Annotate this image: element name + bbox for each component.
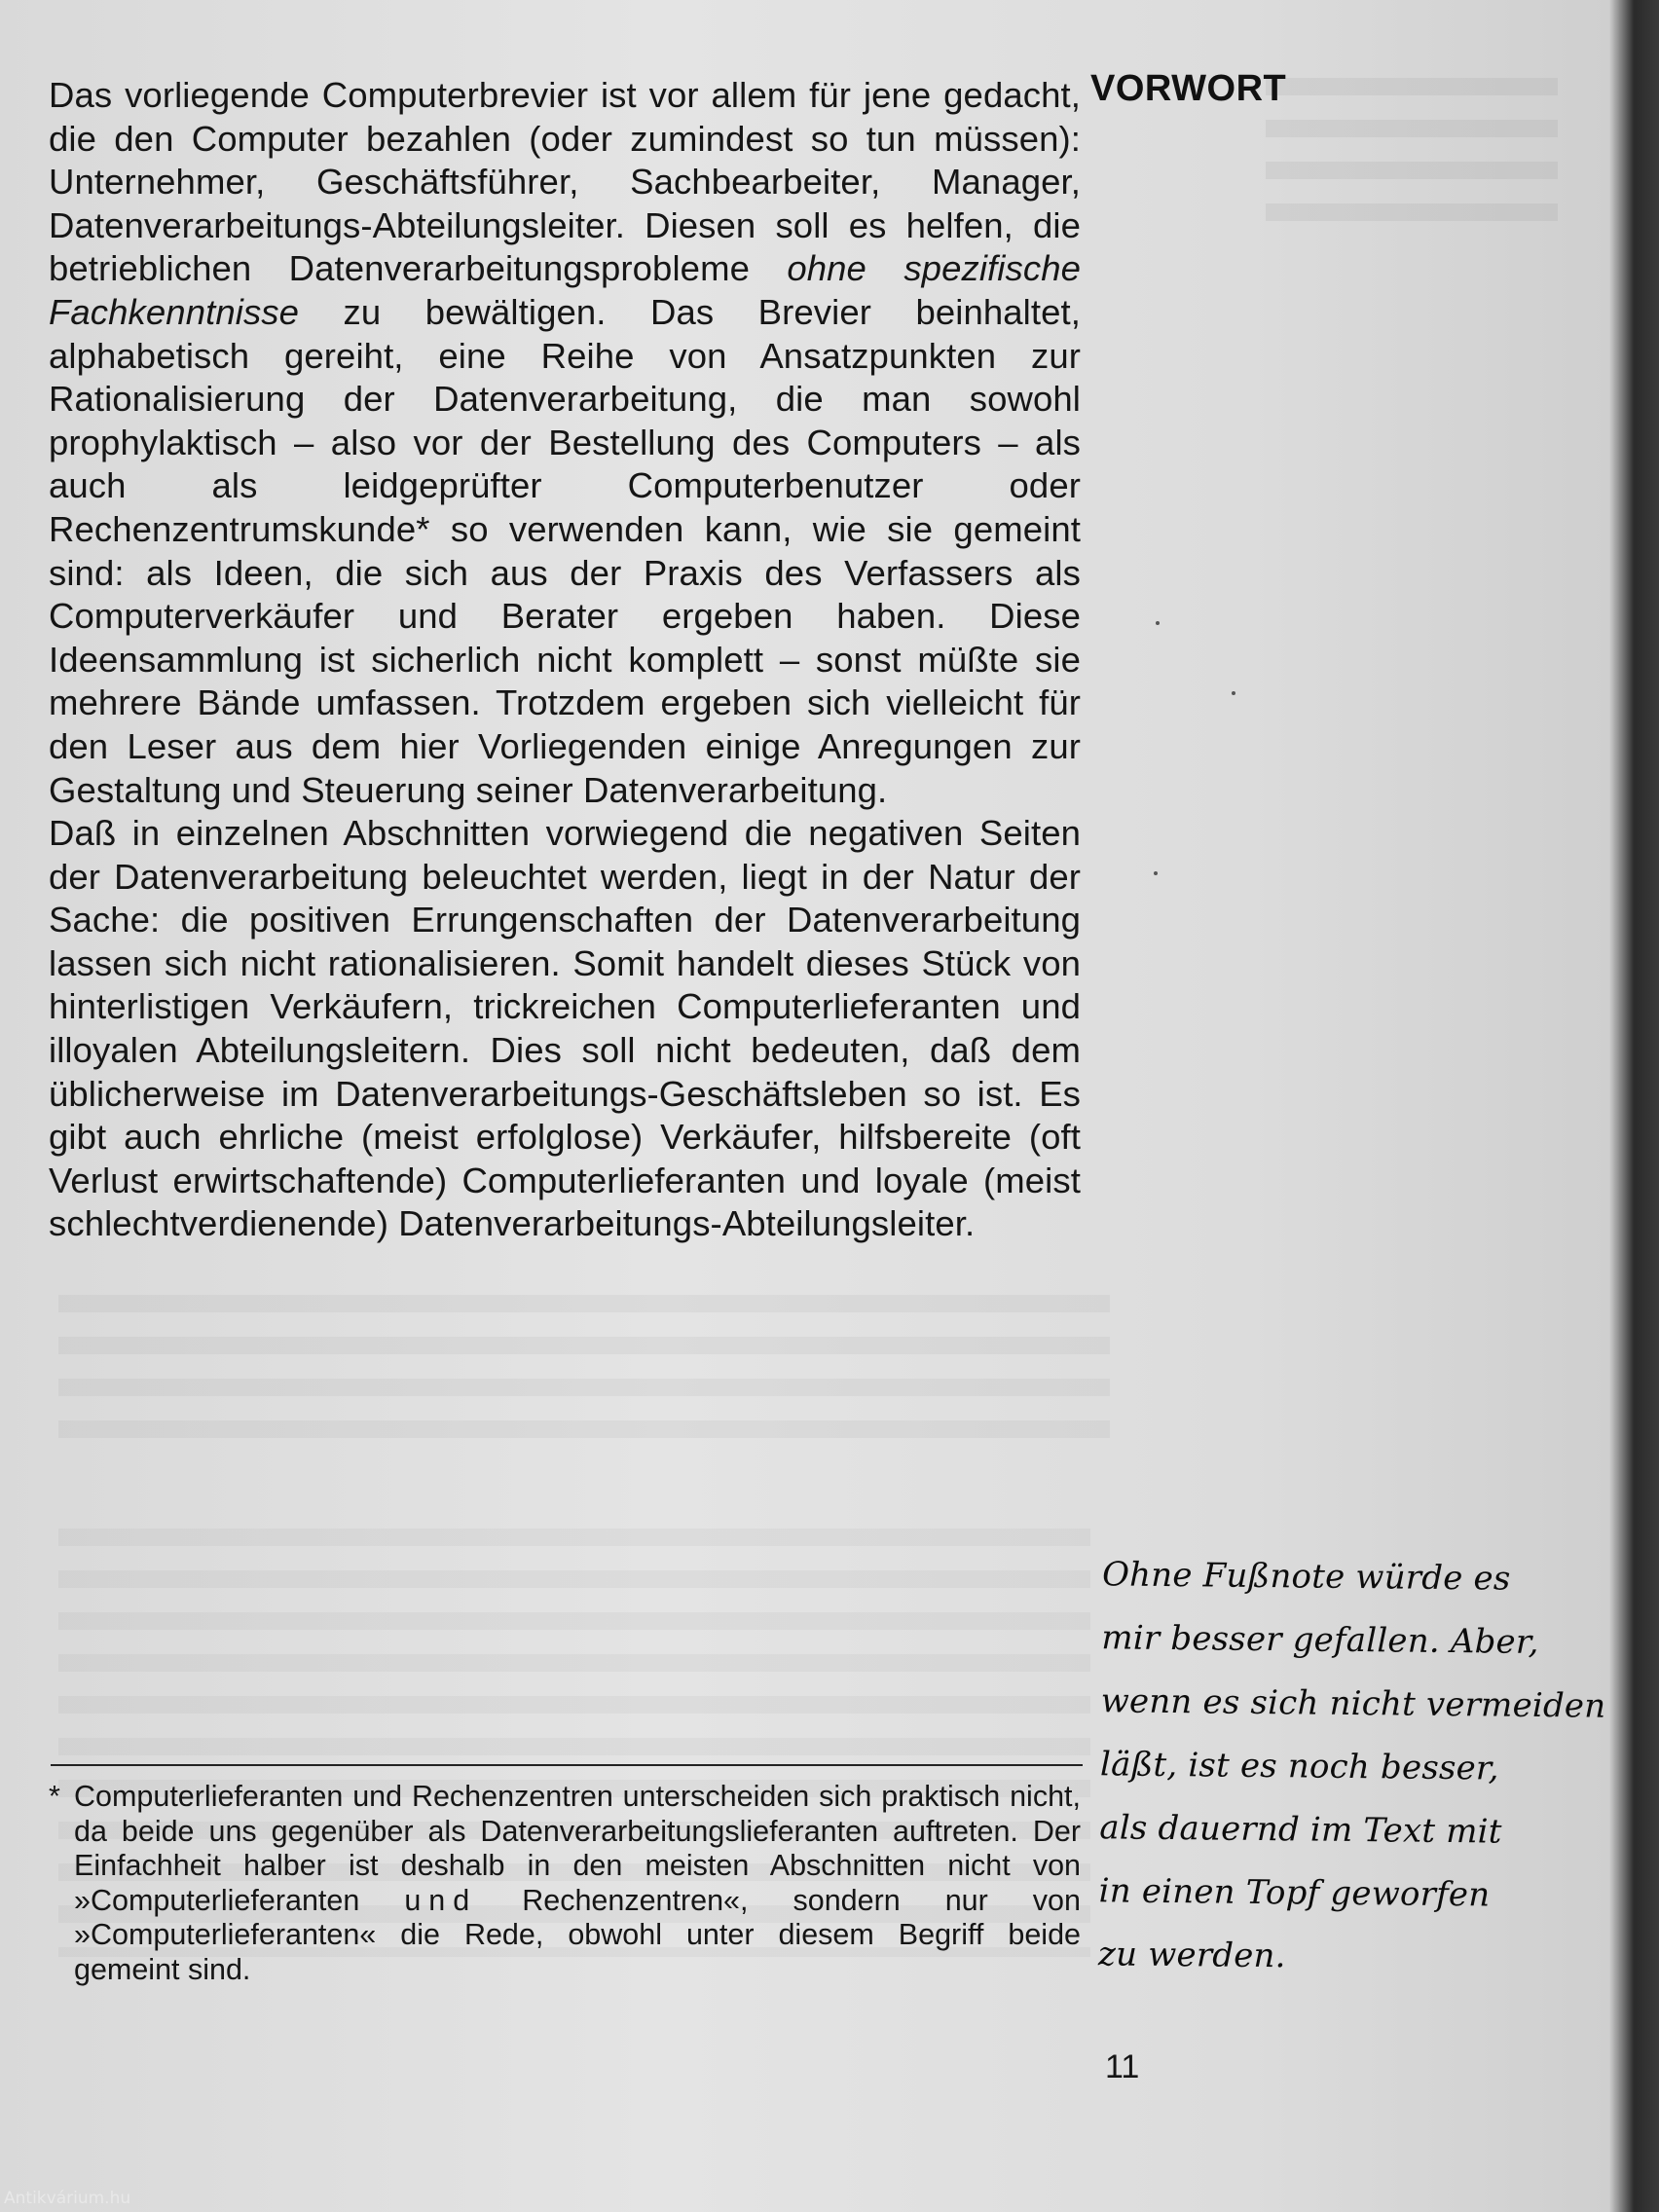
paper-speck — [1156, 621, 1160, 625]
footnote — [49, 1780, 1081, 1988]
handwritten-line: in einen Topf geworfen — [1098, 1871, 1491, 1915]
spaced-emphasis: und — [404, 1883, 478, 1917]
footnote-marker: * — [49, 1780, 60, 1813]
body-text — [49, 74, 1081, 1246]
handwritten-line: Ohne Fußnote würde es — [1101, 1555, 1511, 1599]
handwritten-line: als dauernd im Text mit — [1099, 1808, 1502, 1852]
handwritten-line: zu werden. — [1097, 1935, 1286, 1976]
paper-speck — [1232, 691, 1235, 695]
paragraph-text: Das vorliegende Computerbrevier ist vor allem für jene gedacht, die den Computer bezahlen (oder zumindest so tun müssen): Unternehmer, Geschäftsführer, Sachbearbeiter, Manager, Datenverarbeitungs-Abteilungsleiter. Diesen soll es helfen, die betrieblichen Datenverarbeitungsprobleme — [49, 75, 1081, 289]
paragraph — [49, 74, 1081, 812]
handwritten-line: läßt, ist es noch besser, — [1099, 1745, 1499, 1788]
page-number: 11 — [1105, 2048, 1140, 2085]
show-through-shadow — [58, 1295, 1110, 1460]
paragraph: Daß in einzelnen Abschnitten vorwiegend die negativen Seiten der Datenverarbeitung beleuchtet werden, liegt in der Natur der Sache: die positiven Errungenschaften der Datenverarbeitung lassen sich nicht rationalisieren. Somit handelt dieses Stück von hinterlistigen Verkäufern, trickreichen Computerlieferanten und illoyalen Abteilungsleitern. Dies soll nicht bedeuten, daß dem üblicherweise im Datenverarbeitungs-Geschäftsleben so ist. Es gibt auch ehrliche (meist erfolglose) Verkäufer, hilfsbereite (oft Verlust erwirtschaftende) Computerlieferanten und loyale (meist schlechtverdienende) Datenverarbeitungs-Abteilungsleiter. — [49, 813, 1081, 1244]
handwritten-line: wenn es sich nicht vermeiden — [1100, 1681, 1606, 1726]
emphasized-text: ohne spezifische Fachkenntnisse — [49, 248, 1081, 332]
paper-speck — [1154, 871, 1158, 875]
show-through-shadow — [1266, 78, 1558, 234]
footnote-divider — [51, 1764, 1083, 1766]
footnote-text — [74, 1780, 1081, 1988]
paragraph-text: zu bewältigen. Das Brevier beinhaltet, alphabetisch gereiht, eine Reihe von Ansatzpunkten zur Rationalisierung der Datenverarbeitung, die man sowohl prophylaktisch – also vor der Bestellung des Computers – als auch als leidgeprüfter Computerbenutzer oder Rechenzentrumskunde* so verwenden kann, wie sie gemeint sind: als Ideen, die sich aus der Praxis des Verfassers als Computerverkäufer und Berater ergeben haben. Diese Ideensammlung ist sicherlich nicht komplett – sonst müßte sie mehrere Bände umfassen. Trotzdem ergeben sich vielleicht für den Leser aus dem hier Vorliegenden einige Anregungen zur Gestaltung und Steuerung seiner Datenverarbeitung. — [49, 291, 1081, 810]
footnote-text-part: Computerlieferanten und Rechenzentren unterscheiden sich praktisch nicht, da beide uns gegenüber als Datenverarbeitungslieferanten auftreten. Der Einfachheit halber ist deshalb in den meisten Abschnitten nicht von »Computerlieferanten — [74, 1780, 1081, 1917]
footnote-text-part: Rechenzentren«, sondern nur von »Computerlieferanten« die Rede, obwohl unter diesem Begriff beide gemeint sind. — [74, 1883, 1081, 1986]
handwritten-line: mir besser gefallen. Aber, — [1101, 1618, 1539, 1662]
watermark: Antikvárium.hu — [4, 2189, 131, 2208]
handwritten-note — [1098, 1543, 1609, 1991]
section-heading: VORWORT — [1090, 68, 1287, 109]
